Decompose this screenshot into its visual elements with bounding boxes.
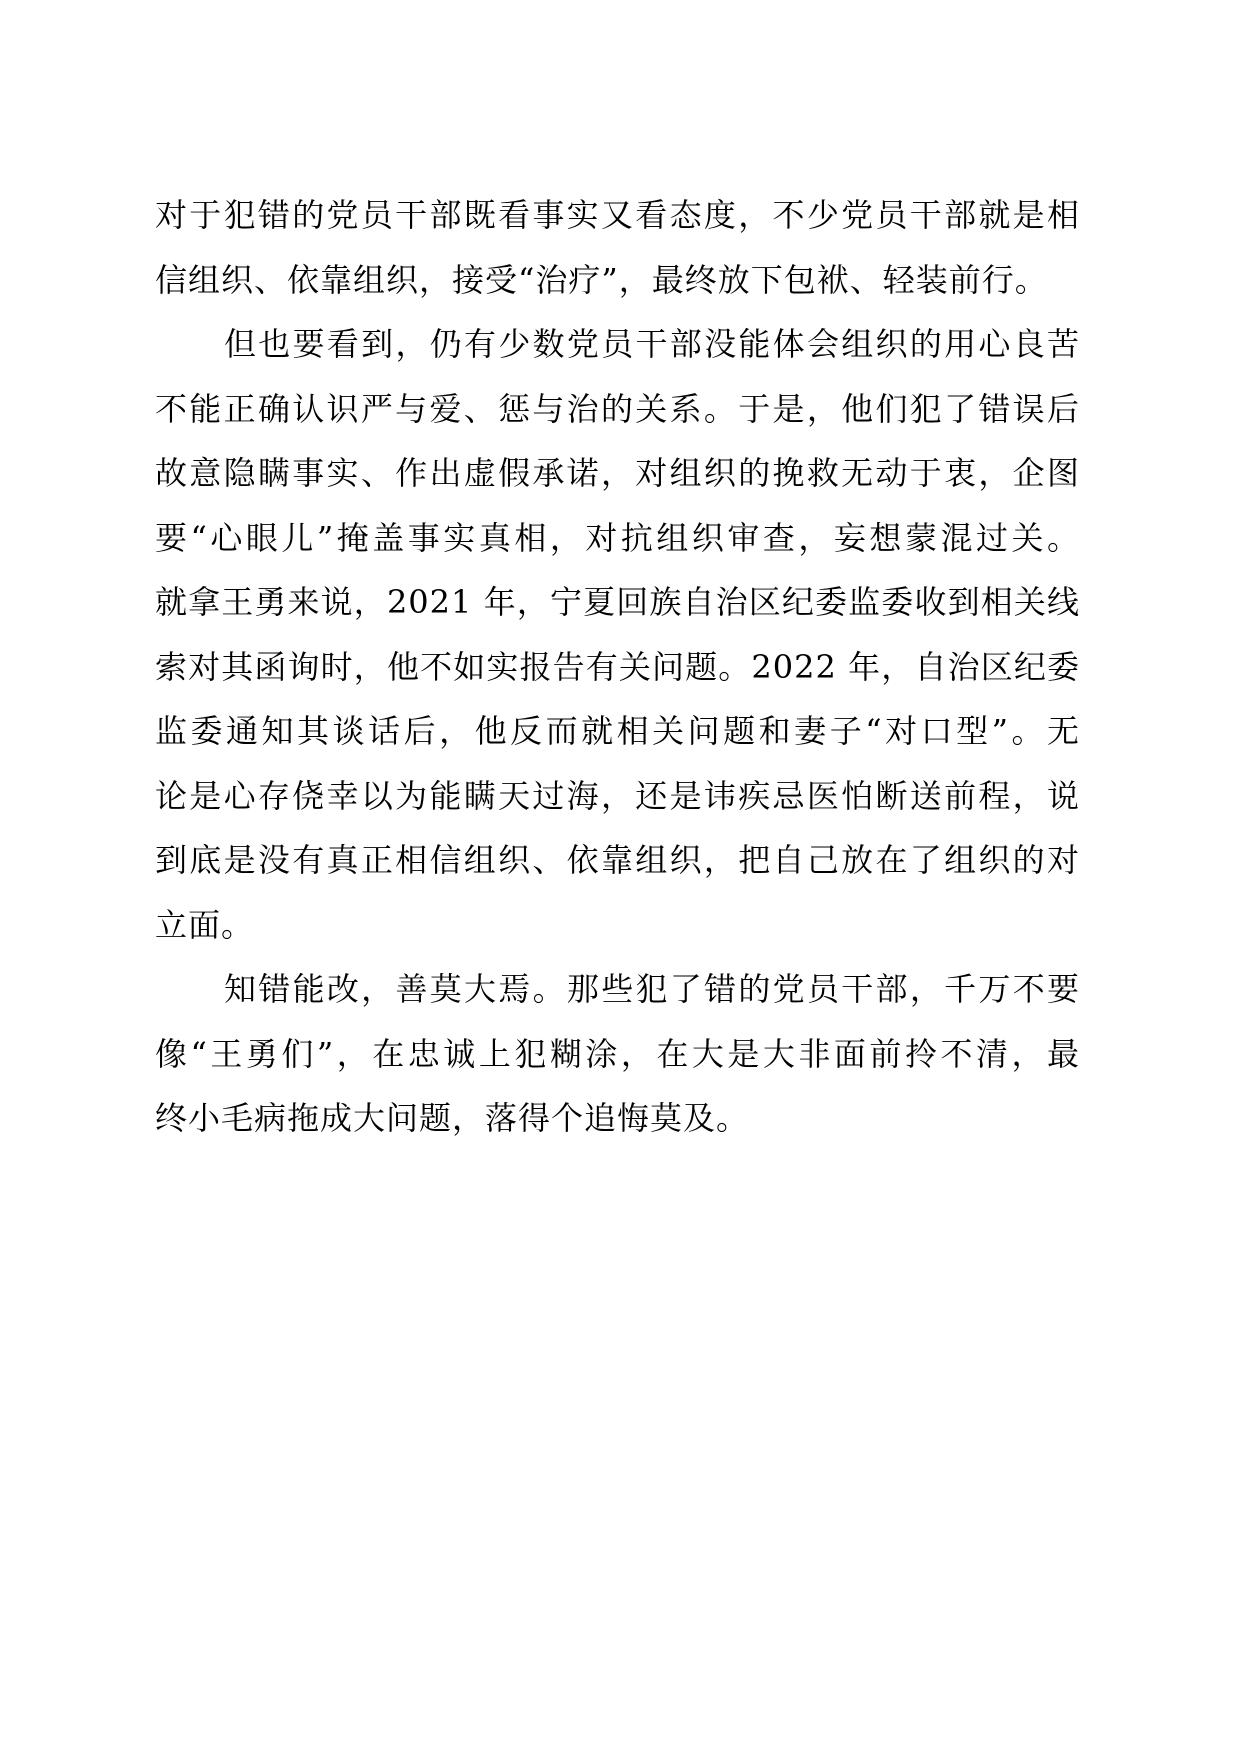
text-line: 对于犯错的党员干部既看事实又看态度，不少党员干部就是相: [155, 196, 1080, 234]
text-line: 但也要看到，仍有少数党员干部没能体会组织的用心良苦: [224, 325, 1080, 363]
text-line: 终小毛病拖成大问题，落得个追悔莫及。: [155, 1099, 750, 1137]
text-line: 立面。: [155, 905, 255, 944]
text-line: 信组织、依靠组织，接受“治疗”，最终放下包袱、轻装前行。: [155, 260, 1048, 299]
body-text: [155, 183, 1080, 1151]
text-line: 索对其函询时，他不如实报告有关问题。2022 年，自治区纪委: [155, 647, 1080, 686]
text-line: 像“王勇们”，在忠诚上犯糊涂，在大是大非面前拎不清，最: [155, 1034, 1080, 1073]
text-line: 论是心存侥幸以为能瞒天过海，还是讳疾忌医怕断送前程，说: [155, 776, 1080, 815]
text-line: 要“心眼儿”掩盖事实真相，对抗组织审查，妄想蒙混过关。: [155, 518, 1080, 557]
text-line: 监委通知其谈话后，他反而就相关问题和妻子“对口型”。无: [155, 712, 1080, 750]
text-line: 知错能改，善莫大焉。那些犯了错的党员干部，千万不要: [224, 970, 1080, 1008]
text-line: 就拿王勇来说，2021 年，宁夏回族自治区纪委监委收到相关线: [155, 583, 1080, 621]
text-line: 故意隐瞒事实、作出虚假承诺，对组织的挽救无动于衷，企图: [155, 454, 1080, 492]
text-line: 不能正确认识严与爱、惩与治的关系。于是，他们犯了错误后: [155, 389, 1080, 428]
text-line: 到底是没有真正相信组织、依靠组织，把自己放在了组织的对: [155, 841, 1080, 879]
